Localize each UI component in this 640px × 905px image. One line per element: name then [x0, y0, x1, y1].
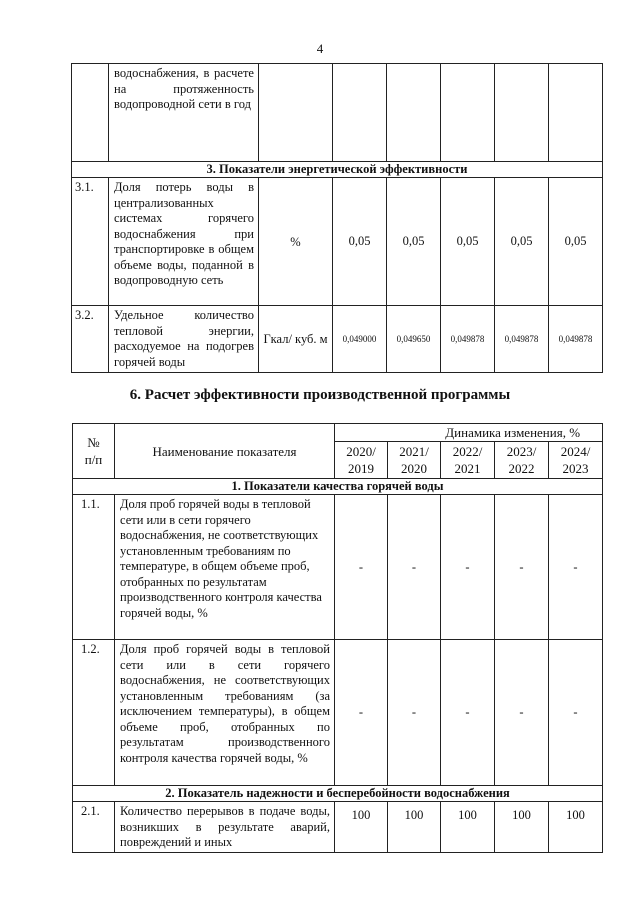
- unit-cell: Гкал/ куб. м: [259, 306, 333, 373]
- value-cell: 0,049000: [333, 306, 387, 373]
- value-cell: -: [335, 495, 388, 640]
- table-row: [73, 640, 603, 786]
- table-row: [72, 64, 603, 162]
- row-number: 2.1.: [73, 802, 115, 853]
- row-number: 3.2.: [72, 306, 109, 373]
- value-cell: 100: [441, 802, 495, 853]
- table-row: [72, 178, 603, 306]
- value-cell: 100: [549, 802, 603, 853]
- indicator-name: водоснабжения, в расчете на протяженность водопроводной сети в год: [109, 64, 259, 162]
- indicator-name: Количество перерывов в подаче воды, возникших в результате аварий, повреждений и иных: [115, 802, 335, 853]
- value-cell: 100: [388, 802, 441, 853]
- column-header-name: Наименование показателя: [115, 424, 335, 479]
- value-cell: 0,05: [495, 178, 549, 306]
- section-title: 3. Показатели энергетической эффективности: [72, 162, 603, 178]
- value-cell: 0,049878: [495, 306, 549, 373]
- value-cell: 0,05: [387, 178, 441, 306]
- value-cell: -: [549, 495, 603, 640]
- value-cell: 0,05: [333, 178, 387, 306]
- column-header-year: 2024/ 2023: [549, 442, 603, 479]
- value-cell: -: [495, 495, 549, 640]
- efficiency-table: [72, 423, 603, 853]
- column-header-year: 2022/ 2021: [441, 442, 495, 479]
- value-cell: -: [441, 640, 495, 786]
- value-cell: -: [441, 495, 495, 640]
- page-number: 4: [316, 41, 324, 56]
- section-heading: 6. Расчет эффективности производственной программы: [129, 387, 511, 403]
- row-number: [72, 64, 109, 162]
- row-number: 1.1.: [73, 495, 115, 640]
- indicator-name: Доля проб горячей воды в тепловой сети или в сети горячего водоснабжения, не соответствующих установленным требованиям по температуре, в общем объеме проб, отобранных по результатам производственного контроля качества горячей воды, %: [115, 495, 335, 640]
- value-cell: 100: [335, 802, 388, 853]
- value-cell: -: [495, 640, 549, 786]
- section-title: 2. Показатель надежности и бесперебойности водоснабжения: [73, 786, 603, 802]
- row-number: 1.2.: [73, 640, 115, 786]
- value-cell: -: [388, 495, 441, 640]
- column-header-year: 2023/ 2022: [495, 442, 549, 479]
- section-row: [73, 479, 603, 495]
- section-row: [73, 786, 603, 802]
- value-cell: -: [388, 640, 441, 786]
- value-cell: 0,049878: [441, 306, 495, 373]
- value-cell: 0,05: [549, 178, 603, 306]
- table-row: [72, 306, 603, 373]
- value-cell: 0,05: [441, 178, 495, 306]
- column-header-year: 2020/ 2019: [335, 442, 388, 479]
- value-cell: -: [335, 640, 388, 786]
- indicator-name: Удельное количество тепловой энергии, расходуемое на подогрев горячей воды: [109, 306, 259, 373]
- value-cell: 0,049878: [549, 306, 603, 373]
- indicator-name: Доля проб горячей воды в тепловой сети или в сети горячего водоснабжения, не соответствующих установленным требованиям (за исключением температуры), в общем объеме проб, отобранных по результатам производственного контроля качества горячей воды, %: [115, 640, 335, 786]
- header-row: [73, 424, 603, 442]
- column-header-dynamics: Динамика изменения, %: [335, 424, 603, 442]
- value-cell: 0,049650: [387, 306, 441, 373]
- table-row: [73, 802, 603, 853]
- column-header-number: № п/п: [73, 424, 115, 479]
- section-row: [72, 162, 603, 178]
- value-cell: -: [549, 640, 603, 786]
- indicators-table: [71, 63, 603, 373]
- column-header-year: 2021/ 2020: [388, 442, 441, 479]
- value-cell: 100: [495, 802, 549, 853]
- section-title: 1. Показатели качества горячей воды: [73, 479, 603, 495]
- unit-cell: %: [259, 178, 333, 306]
- table-row: [73, 495, 603, 640]
- indicator-name: Доля потерь воды в централизованных системах горячего водоснабжения при транспортировке в общем объеме воды, поданной в водопроводную сеть: [109, 178, 259, 306]
- row-number: 3.1.: [72, 178, 109, 306]
